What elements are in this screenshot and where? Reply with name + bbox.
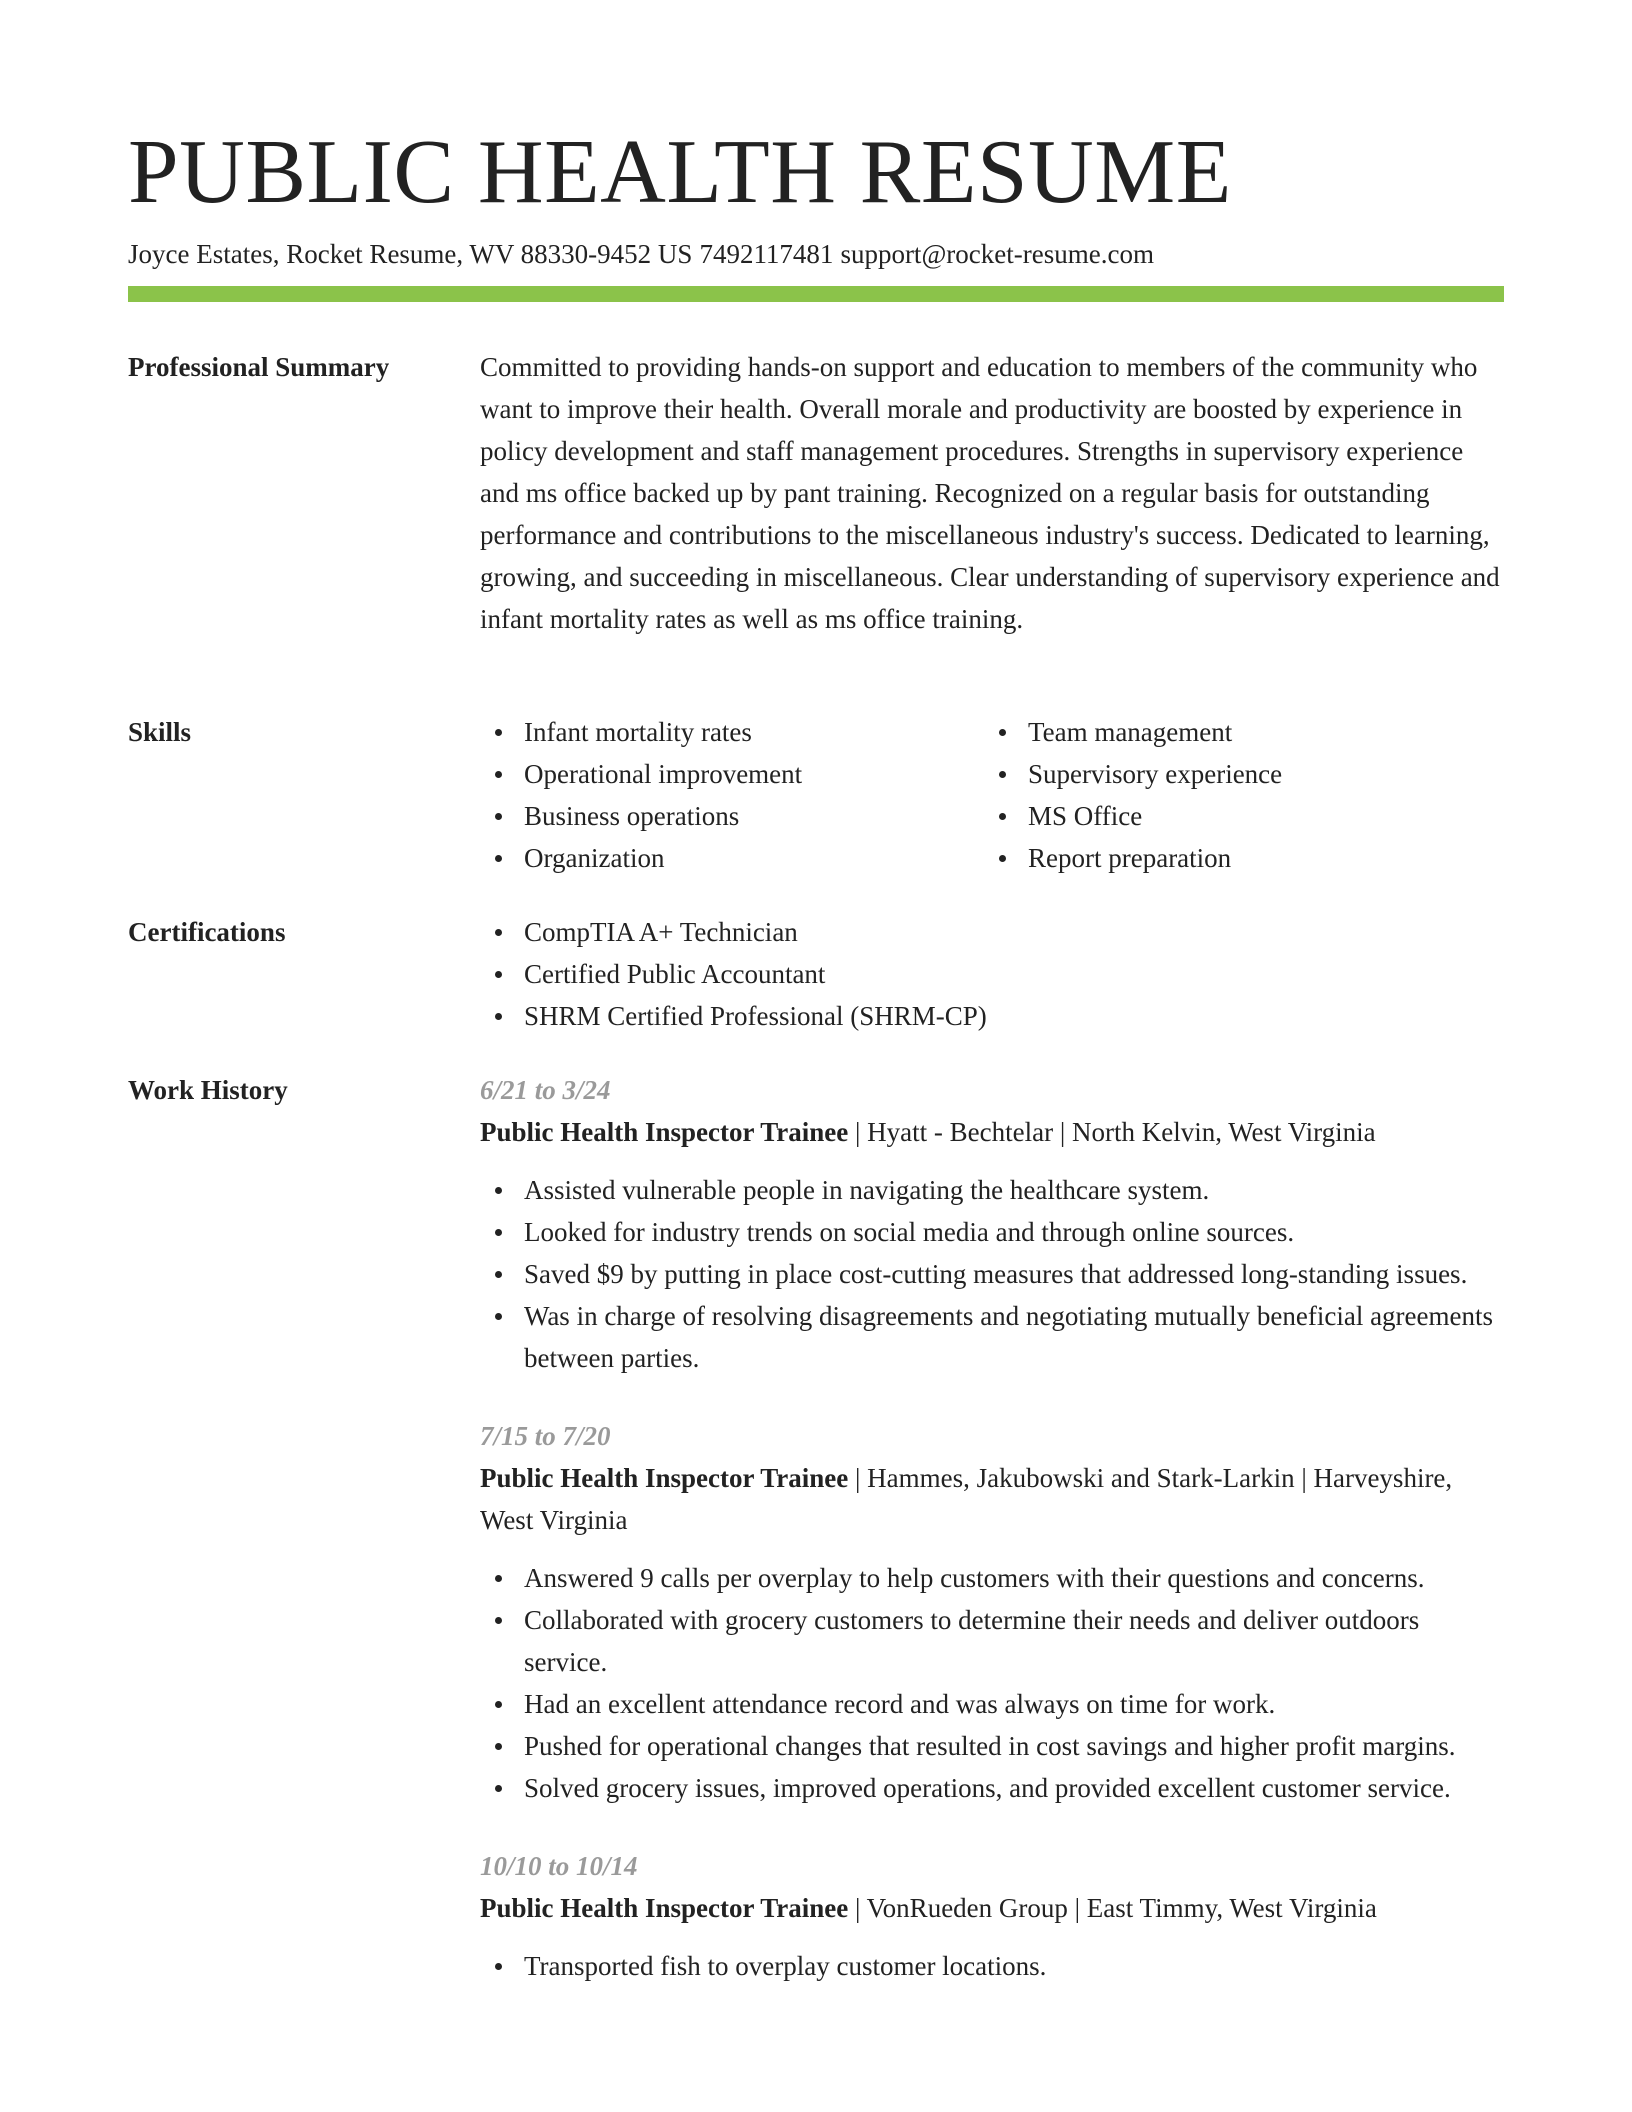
certifications-list [480, 911, 1506, 1037]
skills-list [480, 711, 1506, 879]
resume-header [128, 118, 1504, 272]
job-bullet: Collaborated with grocery customers to determine their needs and deliver outdoors service. [480, 1599, 1506, 1683]
skill-item: Team management [984, 711, 1488, 753]
section-label-summary: Professional Summary [128, 352, 390, 382]
contact-phone: 7492117481 [699, 239, 834, 269]
skill-item: Operational improvement [480, 753, 984, 795]
summary-text: Committed to providing hands-on support and education to members of the community who want to improve their health. Overall morale and productivity are boosted by experience in policy development and staff management procedures. Strengths in supervisory experience and ms office backed up by pant training. Recognized on a regular basis for outstanding performance and contributions to the miscellaneous industry's success. Dedicated to learning, growing, and succeeding in miscellaneous. Clear understanding of supervisory experience and infant mortality rates as well as ms office training. [480, 352, 1500, 634]
work-history-content [480, 1069, 1506, 2023]
certification-item: Certified Public Accountant [480, 953, 1506, 995]
job-bullet: Had an excellent attendance record and was always on time for work. [480, 1683, 1506, 1725]
skill-item: Business operations [480, 795, 984, 837]
certification-item: SHRM Certified Professional (SHRM-CP) [480, 995, 1506, 1037]
section-label-work-history: Work History [128, 1075, 288, 1105]
job-bullet: Answered 9 calls per overplay to help customers with their questions and concerns. [480, 1557, 1506, 1599]
summary-content [480, 346, 1506, 640]
job-bullet: Pushed for operational changes that resulted in cost savings and higher profit margins. [480, 1725, 1506, 1767]
skills-column-right [984, 711, 1488, 879]
section-label-certifications: Certifications [128, 917, 286, 947]
skill-item: Infant mortality rates [480, 711, 984, 753]
job-details: | VonRueden Group | East Timmy, West Virginia [848, 1893, 1377, 1923]
job-entry [480, 1069, 1506, 1379]
skill-item: Organization [480, 837, 984, 879]
job-dates: 6/21 to 3/24 [480, 1075, 611, 1105]
skill-item: Report preparation [984, 837, 1488, 879]
skills-column-left [480, 711, 984, 879]
job-heading [480, 1887, 1506, 1929]
job-title: Public Health Inspector Trainee [480, 1893, 849, 1923]
job-dates: 10/10 to 10/14 [480, 1851, 638, 1881]
job-title: Public Health Inspector Trainee [480, 1117, 849, 1147]
header-divider [128, 286, 1504, 302]
job-details: | Hyatt - Bechtelar | North Kelvin, West Virginia [848, 1117, 1376, 1147]
job-heading [480, 1111, 1506, 1153]
job-bullet: Solved grocery issues, improved operations, and provided excellent customer service. [480, 1767, 1506, 1809]
certification-item: CompTIA A+ Technician [480, 911, 1506, 953]
job-title: Public Health Inspector Trainee [480, 1463, 849, 1493]
job-bullets [480, 1169, 1506, 1379]
job-bullet: Transported fish to overplay customer locations. [480, 1945, 1506, 1987]
job-heading [480, 1457, 1506, 1541]
skill-item: Supervisory experience [984, 753, 1488, 795]
contact-email: support@rocket-resume.com [840, 239, 1154, 269]
job-entry [480, 1845, 1506, 1987]
job-details: | Hammes, Jakubowski and Stark-Larkin | Harveyshire, West Virginia [480, 1463, 1453, 1535]
job-entry [480, 1415, 1506, 1809]
job-bullet: Saved $9 by putting in place cost-cutting measures that addressed long-standing issues. [480, 1253, 1506, 1295]
job-bullet: Assisted vulnerable people in navigating the healthcare system. [480, 1169, 1506, 1211]
section-label-skills: Skills [128, 717, 192, 747]
certifications-content [480, 911, 1506, 1037]
skill-item: MS Office [984, 795, 1488, 837]
job-bullet: Looked for industry trends on social media and through online sources. [480, 1211, 1506, 1253]
contact-line [128, 236, 1504, 272]
job-bullets [480, 1557, 1506, 1809]
page-title: PUBLIC HEALTH RESUME [128, 121, 1232, 222]
job-bullets [480, 1945, 1506, 1987]
job-bullet: Was in charge of resolving disagreements and negotiating mutually beneficial agreements between parties. [480, 1295, 1506, 1379]
job-dates: 7/15 to 7/20 [480, 1421, 611, 1451]
contact-address: Joyce Estates, Rocket Resume, WV 88330-9452 US [128, 239, 693, 269]
